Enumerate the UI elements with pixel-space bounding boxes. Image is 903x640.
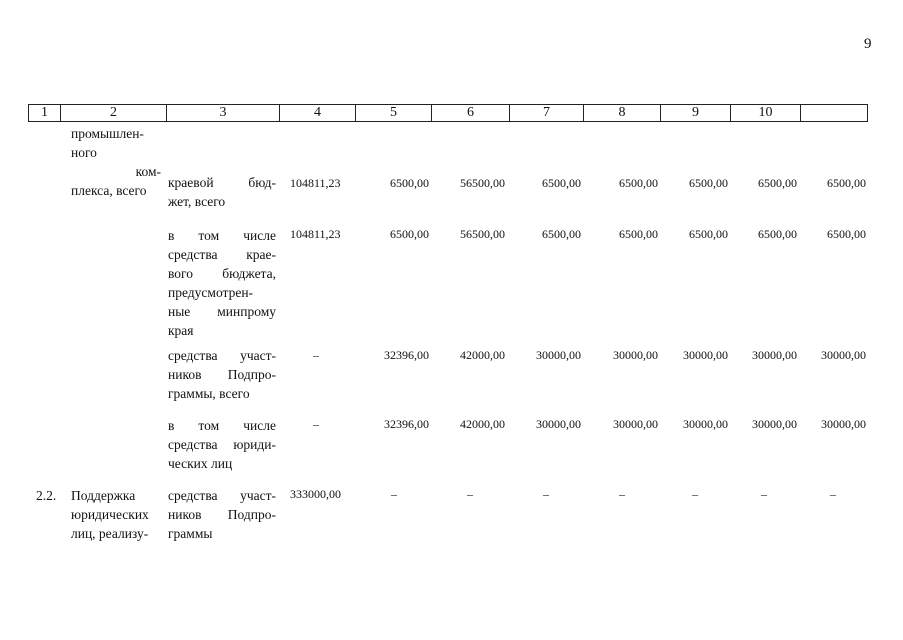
row-label: краевой бюд- жет, всего bbox=[168, 175, 276, 209]
header-cell: 4 bbox=[279, 104, 355, 122]
header-cell: 7 bbox=[509, 104, 583, 122]
value-cell: 6500,00 bbox=[542, 176, 581, 190]
value-cell: 6500,00 bbox=[689, 176, 728, 190]
value-cell: – bbox=[391, 487, 397, 501]
row-label: средства участ- ников Подпро- граммы, всего bbox=[168, 348, 276, 401]
text-line: промышлен- bbox=[71, 126, 144, 141]
header-cell: 10 bbox=[730, 104, 800, 122]
table-header-row bbox=[28, 104, 868, 122]
value-cell: – bbox=[313, 348, 319, 362]
row-label: средства участ- ников Подпро- граммы bbox=[168, 488, 276, 541]
value-cell: 30000,00 bbox=[821, 348, 866, 362]
value-cell: 42000,00 bbox=[460, 348, 505, 362]
value-cell: – bbox=[467, 487, 473, 501]
item-number: 2.2. bbox=[36, 488, 57, 503]
value-cell: – bbox=[619, 487, 625, 501]
value-cell: 333000,00 bbox=[290, 487, 341, 501]
value-cell: 104811,23 bbox=[290, 176, 341, 190]
value-cell: 6500,00 bbox=[619, 227, 658, 241]
value-cell: 6500,00 bbox=[619, 176, 658, 190]
value-cell: 30000,00 bbox=[683, 417, 728, 431]
value-cell: 32396,00 bbox=[384, 417, 429, 431]
value-cell: 30000,00 bbox=[752, 417, 797, 431]
value-cell: – bbox=[761, 487, 767, 501]
header-cell: 1 bbox=[28, 104, 60, 122]
value-cell: 56500,00 bbox=[460, 176, 505, 190]
text-line: ком- bbox=[135, 164, 161, 179]
value-cell: 56500,00 bbox=[460, 227, 505, 241]
text-line: плекса, всего bbox=[71, 183, 147, 198]
page-number: 9 bbox=[864, 36, 872, 52]
value-cell: – bbox=[543, 487, 549, 501]
header-cell: 8 bbox=[583, 104, 660, 122]
value-cell: 6500,00 bbox=[827, 227, 866, 241]
col2-continuation bbox=[71, 124, 161, 200]
header-cell: 5 bbox=[355, 104, 431, 122]
value-cell: – bbox=[313, 417, 319, 431]
value-cell: 42000,00 bbox=[460, 417, 505, 431]
row-label: в том числе средства юриди- ческих лиц bbox=[168, 418, 276, 471]
value-cell: 32396,00 bbox=[384, 348, 429, 362]
value-cell: 30000,00 bbox=[752, 348, 797, 362]
value-cell: – bbox=[830, 487, 836, 501]
value-cell: 6500,00 bbox=[758, 176, 797, 190]
value-cell: – bbox=[692, 487, 698, 501]
row-label: в том числе средства крае- вого бюджета, предусмотрен- ные минпрому края bbox=[168, 228, 276, 338]
value-cell: 30000,00 bbox=[536, 348, 581, 362]
value-cell: 30000,00 bbox=[613, 417, 658, 431]
text-line: ного bbox=[71, 145, 97, 160]
value-cell: 6500,00 bbox=[542, 227, 581, 241]
value-cell: 30000,00 bbox=[536, 417, 581, 431]
value-cell: 30000,00 bbox=[613, 348, 658, 362]
item-name: Поддержка юридических лиц, реализу- bbox=[71, 488, 149, 541]
value-cell: 6500,00 bbox=[689, 227, 728, 241]
value-cell: 6500,00 bbox=[758, 227, 797, 241]
value-cell: 30000,00 bbox=[683, 348, 728, 362]
header-cell: 3 bbox=[166, 104, 279, 122]
value-cell: 6500,00 bbox=[390, 227, 429, 241]
value-cell: 104811,23 bbox=[290, 227, 341, 241]
value-cell: 6500,00 bbox=[827, 176, 866, 190]
value-cell: 6500,00 bbox=[390, 176, 429, 190]
header-cell: 9 bbox=[660, 104, 730, 122]
header-cell: 6 bbox=[431, 104, 509, 122]
header-cell bbox=[800, 104, 868, 122]
header-cell: 2 bbox=[60, 104, 166, 122]
value-cell: 30000,00 bbox=[821, 417, 866, 431]
